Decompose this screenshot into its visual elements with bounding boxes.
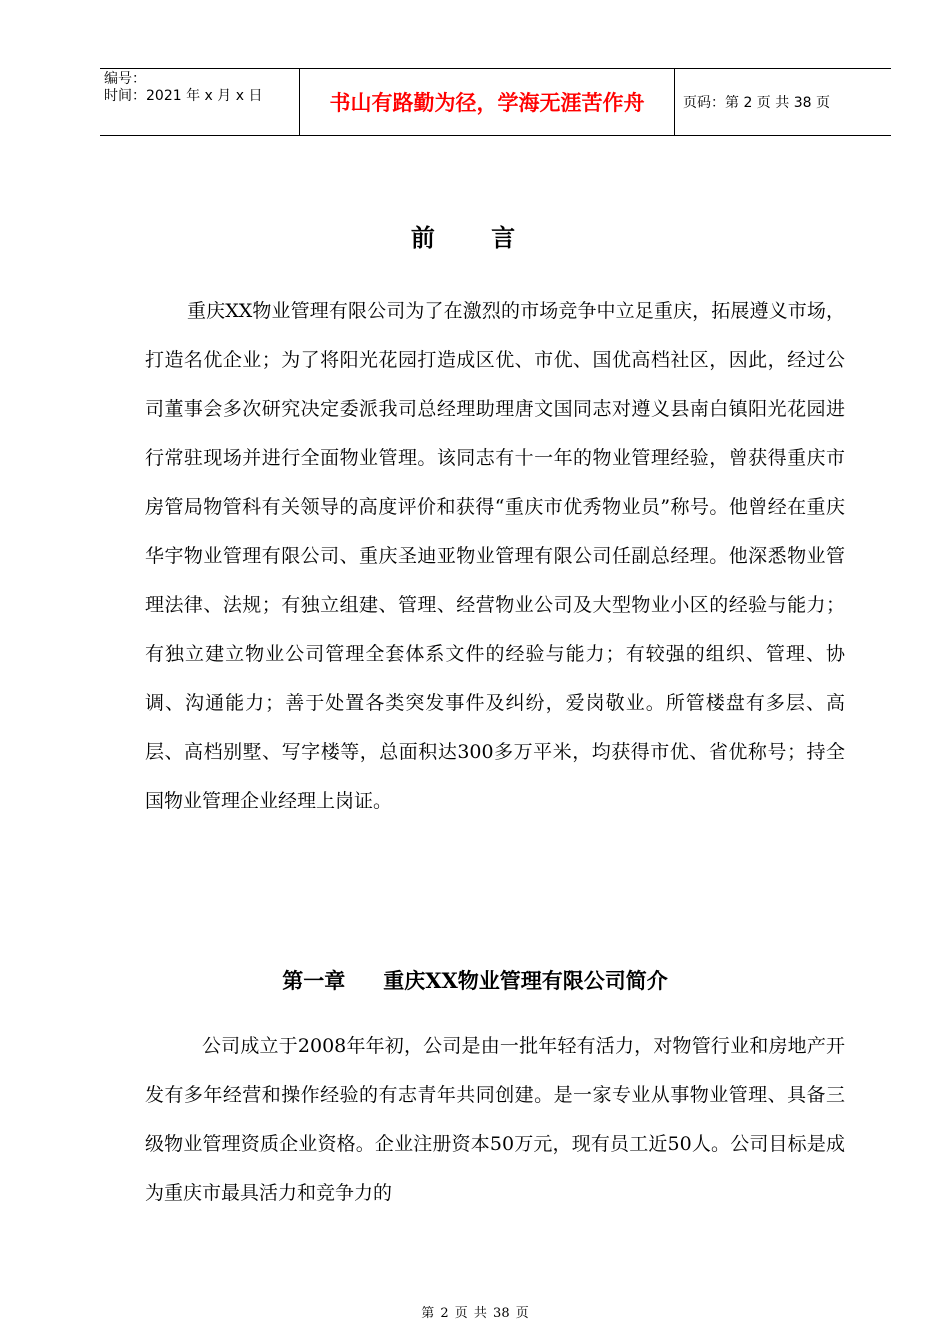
company-intro-paragraph: 公司成立于2008年年初，公司是由一批年轻有活力，对物管行业和房地产开发有多年经营和操作经验的有志青年共同创建。是一家专业从事物业管理、具备三级物业管理资质企业资格。企业注册资本50万元，现有员工近50人。公司目标是成为重庆市最具活力和竞争力的 xyxy=(145,1035,845,1204)
header-page-code: 页码：第 2 页 共 38 页 xyxy=(683,95,830,111)
chapter-heading xyxy=(0,965,950,995)
number-label: 编号： xyxy=(104,71,146,87)
document-header xyxy=(100,68,891,136)
header-motto: 书山有路勤为径，学海无涯苦作舟 xyxy=(300,69,675,135)
header-info-cell xyxy=(100,69,300,135)
time-label: 时间：2021 年 x 月 x 日 xyxy=(104,88,263,104)
page-footer: 第 2 页 共 38 页 xyxy=(421,1306,529,1321)
chapter-title: 重庆XX物业管理有限公司简介 xyxy=(383,968,668,993)
chapter-number: 第一章 xyxy=(282,968,346,993)
document-title: 前 言 xyxy=(410,223,540,252)
preface-paragraph: 重庆XX物业管理有限公司为了在激烈的市场竞争中立足重庆，拓展遵义市场，打造名优企业；为了将阳光花园打造成区优、市优、国优高档社区，因此，经过公司董事会多次研究决定委派我司总经理助理唐文国同志对遵义县南白镇阳光花园进行常驻现场并进行全面物业管理。该同志有十一年的物业管理经验，曾获得重庆市房管局物管科有关领导的高度评价和获得“重庆市优秀物业员”称号。他曾经在重庆华宇物业管理有限公司、重庆圣迪亚物业管理有限公司任副总经理。他深悉物业管理法律、法规；有独立组建、管理、经营物业公司及大型物业小区的经验与能力；有独立建立物业公司管理全套体系文件的经验与能力；有较强的组织、管理、协调、沟通能力；善于处置各类突发事件及纠纷，爱岗敬业。所管楼盘有多层、高层、高档别墅、写字楼等，总面积达300多万平米，均获得市优、省优称号；持全国物业管理企业经理上岗证。 xyxy=(145,300,845,812)
